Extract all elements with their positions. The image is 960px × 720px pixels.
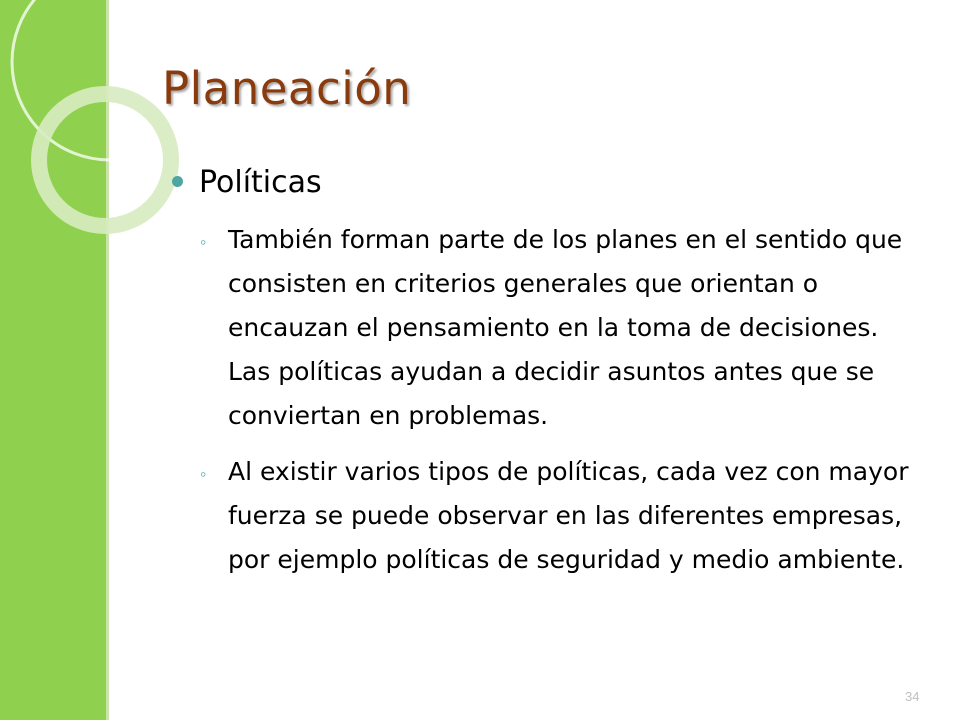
bullet-dot-icon	[172, 176, 183, 187]
sub-bullet-text-2: Al existir varios tipos de políticas, cada vez con mayor fuerza se puede observar en las diferentes empresas, por ejemplo políticas de seguridad y medio ambiente.	[228, 457, 909, 574]
page-number: 34	[905, 689, 920, 704]
bullet-politicas	[172, 162, 912, 204]
bullet-text: Políticas	[199, 165, 322, 200]
ring-bullet-icon: ◦	[200, 464, 207, 484]
ring-bullet-icon: ◦	[200, 232, 207, 252]
slide-title: Planeación	[162, 62, 412, 115]
sub-bullet-2	[200, 450, 912, 582]
sub-bullet-text-1: También forman parte de los planes en el sentido que consisten en criterios generales que orientan o encauzan el pensamiento en la toma de decisiones. Las políticas ayudan a decidir asuntos antes que se conviertan en problemas.	[228, 225, 903, 430]
slide-content	[172, 162, 912, 582]
sub-bullet-1	[200, 218, 912, 438]
decorative-circles	[0, 0, 200, 260]
